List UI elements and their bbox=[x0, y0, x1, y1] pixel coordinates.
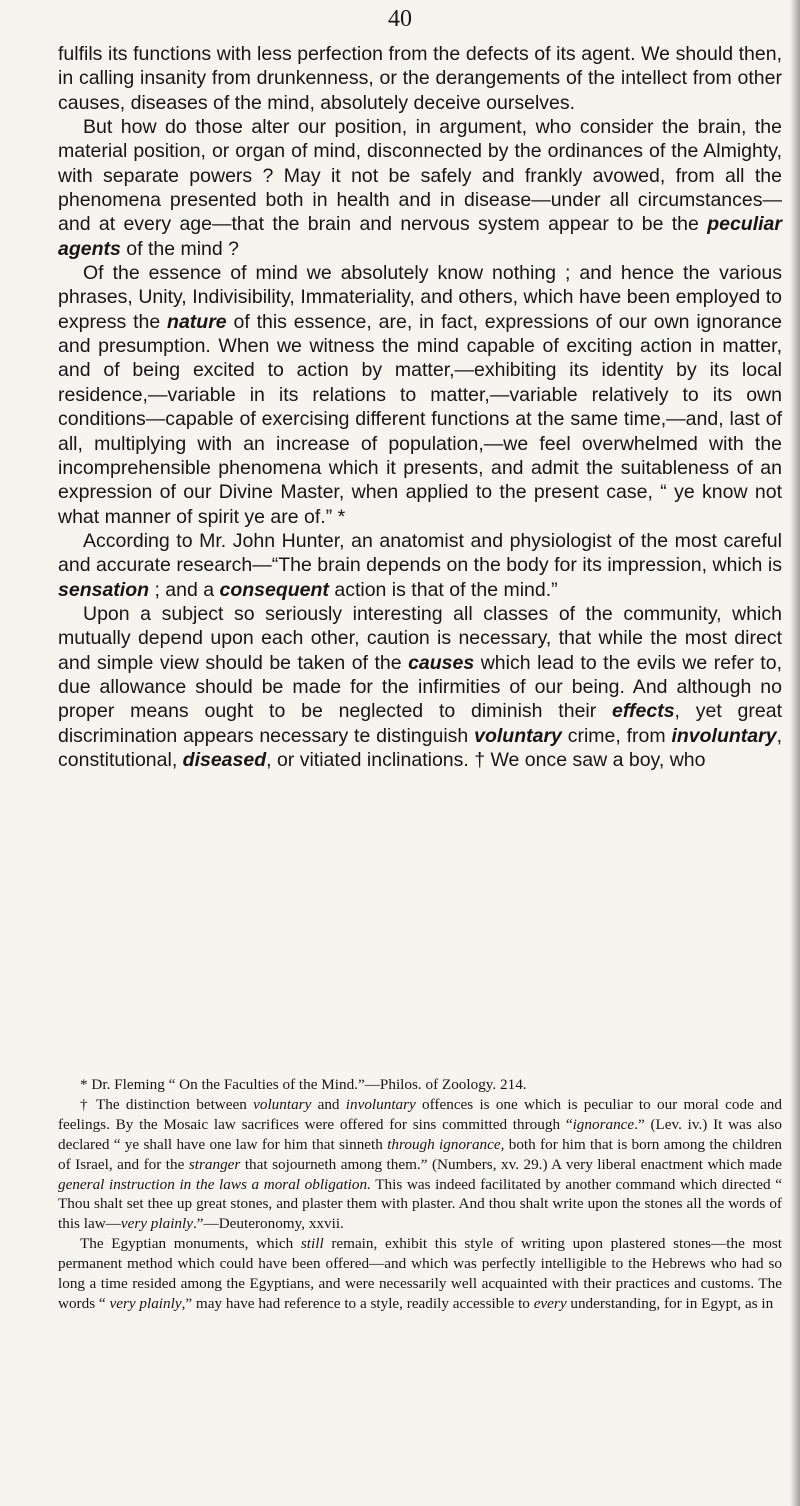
footnote-1: * Dr. Fleming “ On the Faculties of the Mind.”—Philos. of Zoology. 214. bbox=[80, 1076, 527, 1093]
footnotes bbox=[58, 1075, 782, 1314]
emphasis-nature: nature bbox=[167, 310, 227, 333]
emphasis-effects: effects bbox=[612, 700, 675, 723]
paragraph-4: According to Mr. John Hunter, an anatomist and physiologist of the most careful and accurate research—“The brain depends on the body for its impression, which is sensation ; and a consequent action is that of the mind.” bbox=[58, 529, 782, 601]
paragraph-1: fulfils its functions with less perfection from the defects of its agent. We should then, in calling insanity from drunkenness, or the derangements of the intellect from other causes, diseases of the mind, absolutely deceive ourselves. bbox=[58, 43, 782, 114]
emphasis-consequent: consequent bbox=[219, 578, 329, 601]
emphasis-peculiar-agents: peculiar agents bbox=[58, 213, 782, 260]
emphasis-causes: causes bbox=[408, 651, 475, 674]
page-number: 40 bbox=[388, 6, 412, 32]
main-text bbox=[58, 42, 782, 772]
emphasis-involuntary: involuntary bbox=[671, 724, 777, 747]
paragraph-3: Of the essence of mind we absolutely know nothing ; and hence the various phrases, Unity, Indivisibility, Immateriality, and others, which have been employed to express the nature of this essence, are, in fact, expressions of our own ignorance and presumption. When we witness the mind capable of exciting action in matter, and of being excited to action by matter,—exhibiting its identity by its local residence,—variable in its relations to matter,—variable relatively to its own conditions—capable of exercising different functions at the same time,—and, last of all, multiplying with an increase of population,—we feel overwhelmed with the incomprehensible phenomena which it presents, and admit the suitableness of an expression of our Divine Master, when applied to the present case, “ ye know not what manner of spirit ye are of.” * bbox=[58, 262, 782, 528]
footnote-2: † The distinction between voluntary and involuntary offences is one which is peculiar to our moral code and feelings. By the Mosaic law sacrifices were offered for sins committed through “ignorance.” (Lev. iv.) It was also declared “ ye shall have one law for him that sinneth through ignorance, both for him that is born among the children of Israel, and for the stranger that sojourneth among them.” (Numbers, xv. 29.) A very liberal enactment which made general instruction in the laws a moral obligation. This was indeed facilitated by another command which directed “ Thou shalt set thee up great stones, and plaster them with plaster. And thou shalt write upon the stones all the words of this law—very plainly.”—Deuteronomy, xxvii. bbox=[58, 1095, 782, 1233]
paragraph-5: Upon a subject so seriously interesting all classes of the community, which mutually depend upon each other, caution is necessary, that while the most direct and simple view should be taken of the causes which lead to the evils we refer to, due allowance should be made for the infirmities of our being. And although no proper means ought to be neglected to diminish their effects, yet great discrimination appears necessary te distinguish voluntary crime, from involuntary, constitutional, diseased, or vitiated inclinations. † We once saw a boy, who bbox=[58, 602, 782, 771]
emphasis-sensation: sensation bbox=[58, 578, 150, 601]
page-edge-shadow bbox=[790, 0, 800, 1506]
footnote-2-continued: The Egyptian monuments, which still remain, exhibit this style of writing upon plastered stones—the most permanent method which could have been offered—and which was perfectly intelligible to the Hebrews who had so long a time resided among the Egyptians, and were necessarily well acquainted with their practices and customs. The words “ very plainly,” may have had reference to a style, readily accessible to every understanding, for in Egypt, as in bbox=[58, 1235, 783, 1312]
paragraph-2: But how do those alter our position, in argument, who consider the brain, the material position, or organ of mind, disconnected by the ordinances of the Almighty, with separate powers ? May it not be safely and frankly avowed, from all the phenomena presented both in health and in disease—under all circumstances—and at every age—that the brain and nervous system appear to be the peculiar agents of the mind ? bbox=[58, 116, 782, 260]
emphasis-voluntary: voluntary bbox=[474, 724, 562, 747]
emphasis-diseased: diseased bbox=[182, 748, 267, 771]
